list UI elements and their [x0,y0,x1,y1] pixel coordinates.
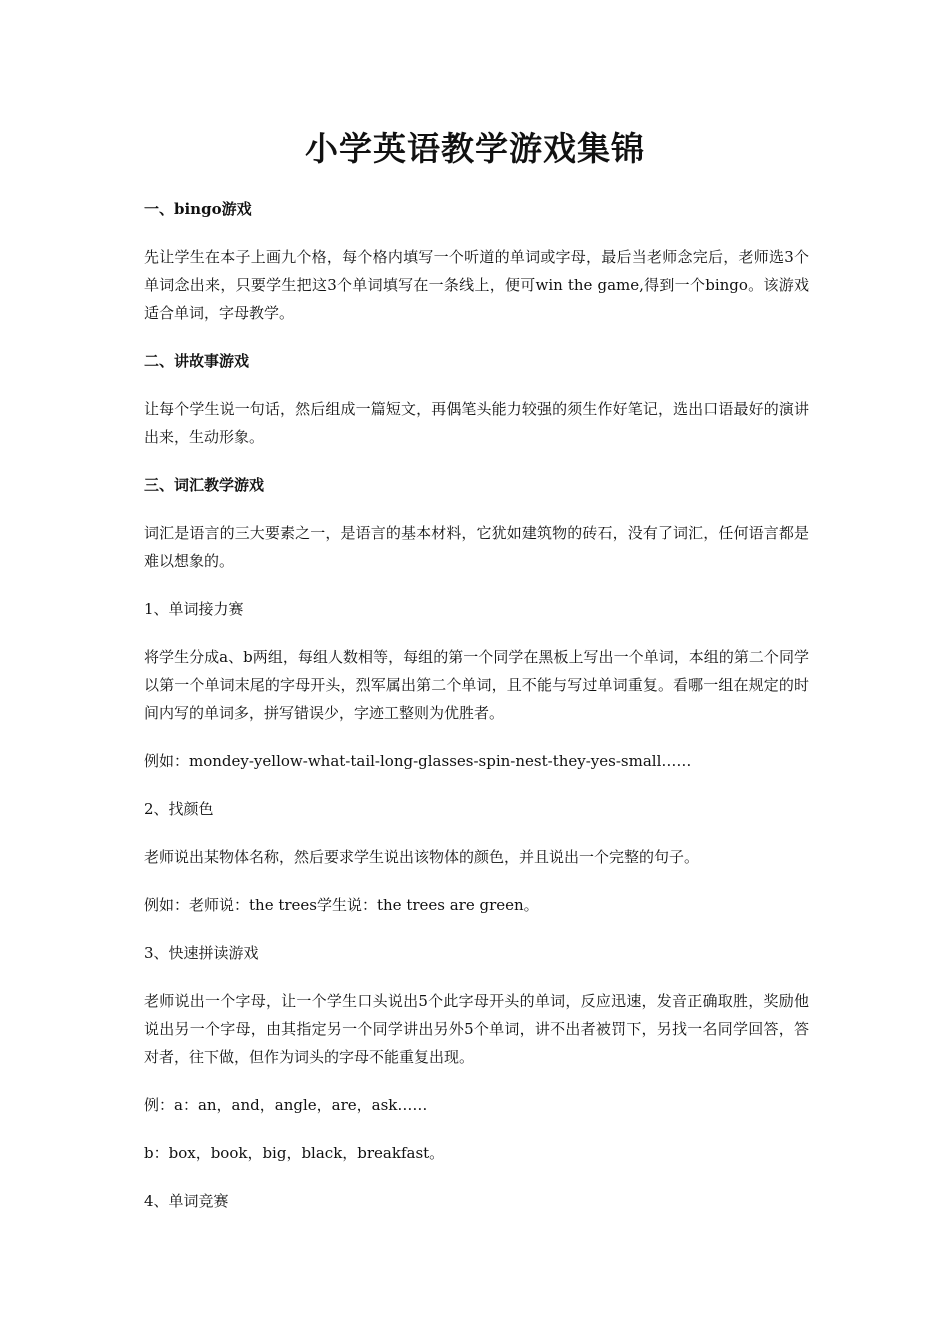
section-heading-storytelling: 二、讲故事游戏 [144,352,250,370]
example-quick-spelling-a: 例：a：an，and，angle，are，ask…… [144,1096,428,1114]
example-quick-spelling-b: b：box，book，big，black，breakfast。 [144,1144,445,1162]
document-body [144,195,809,1215]
subheading-word-contest: 4、单词竞赛 [144,1192,229,1210]
section-heading-bingo: 一、bingo游戏 [144,200,252,218]
paragraph-bingo: 先让学生在本子上画九个格，每个格内填写一个听道的单词或字母，最后当老师念完后，老师选3个单词念出来，只要学生把这3个单词填写在一条线上，便可win the game,得到一个bingo。该游戏适合单词，字母教学。 [144,248,809,322]
subheading-quick-spelling: 3、快速拼读游戏 [144,944,259,962]
example-find-color: 例如：老师说：the trees学生说：the trees are green。 [144,896,539,914]
document-title: 小学英语教学游戏集锦 [305,129,645,168]
subheading-find-color: 2、找颜色 [144,800,214,818]
paragraph-storytelling: 让每个学生说一句话，然后组成一篇短文，再偶笔头能力较强的须生作好笔记，选出口语最好的演讲出来，生动形象。 [144,400,809,446]
paragraph-quick-spelling: 老师说出一个字母，让一个学生口头说出5个此字母开头的单词，反应迅速，发音正确取胜，奖励他说出另一个字母，由其指定另一个同学讲出另外5个单词，讲不出者被罚下，另找一名同学回答，答对者，往下做，但作为词头的字母不能重复出现。 [144,992,809,1066]
example-word-relay: 例如：mondey-yellow-what-tail-long-glasses-spin-nest-they-yes-small…… [144,752,692,770]
paragraph-find-color: 老师说出某物体名称，然后要求学生说出该物体的颜色，并且说出一个完整的句子。 [144,848,700,866]
section-heading-vocabulary: 三、词汇教学游戏 [144,476,265,494]
paragraph-vocabulary-intro: 词汇是语言的三大要素之一，是语言的基本材料，它犹如建筑物的砖石，没有了词汇，任何语言都是难以想象的。 [144,524,809,570]
paragraph-word-relay: 将学生分成a、b两组，每组人数相等，每组的第一个同学在黑板上写出一个单词，本组的第二个同学以第一个单词末尾的字母开头，烈军属出第二个单词，且不能与写过单词重复。看哪一组在规定的时间内写的单词多，拼写错误少，字迹工整则为优胜者。 [144,648,809,722]
subheading-word-relay: 1、单词接力赛 [144,600,244,618]
